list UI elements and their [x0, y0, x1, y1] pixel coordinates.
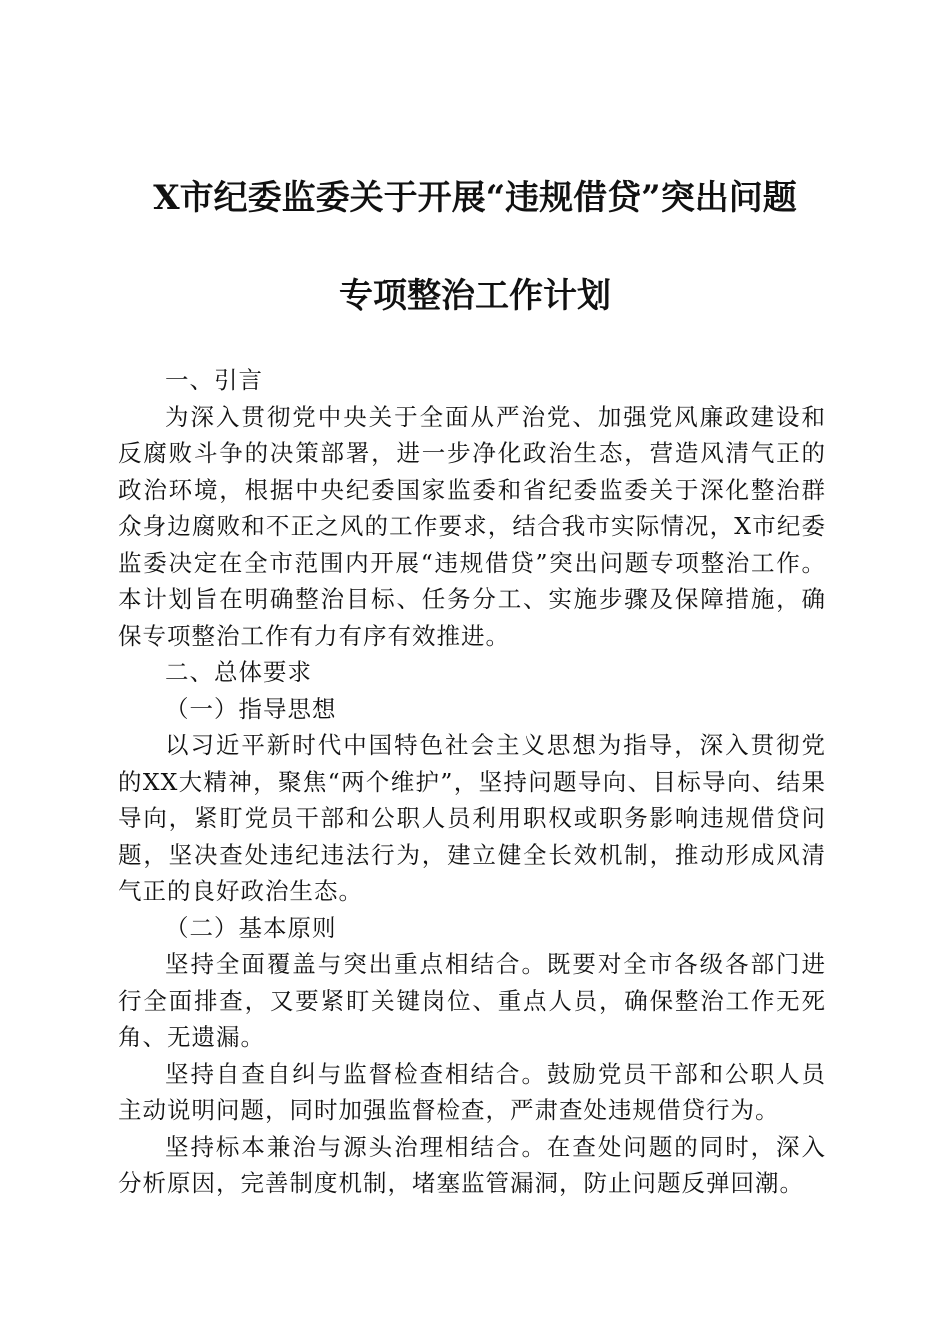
- section-heading: 一、引言: [165, 366, 263, 394]
- paragraph: 坚持自查自纠与监督检查相结合。鼓励党员干部和公职人员主动说明问题，同时加强监督检查，严肃查处违规借贷行为。: [118, 1059, 826, 1124]
- document-title-line-2: 专项整治工作计划: [339, 276, 611, 316]
- paragraph: 坚持全面覆盖与突出重点相结合。既要对全市各级各部门进行全面排查，又要紧盯关键岗位、重点人员，确保整治工作无死角、无遗漏。: [118, 950, 826, 1051]
- subsection-heading: （二）基本原则: [165, 913, 337, 942]
- subsection-heading: （一）指导思想: [165, 694, 337, 723]
- document-title-line-1: X市纪委监委关于开展“违规借贷”突出问题: [153, 178, 797, 218]
- paragraph: 为深入贯彻党中央关于全面从严治党、加强党风廉政建设和反腐败斗争的决策部署，进一步净化政治生态，营造风清气正的政治环境，根据中央纪委国家监委和省纪委监委关于深化整治群众身边腐败和不正之风的工作要求，结合我市实际情况，X市纪委监委决定在全市范围内开展“违规借贷”突出问题专项整治工作。本计划旨在明确整治目标、任务分工、实施步骤及保障措施，确保专项整治工作有力有序有效推进。: [118, 402, 826, 650]
- paragraph: 以习近平新时代中国特色社会主义思想为指导，深入贯彻党的XX大精神，聚焦“两个维护”，坚持问题导向、目标导向、结果导向，紧盯党员干部和公职人员利用职权或职务影响违规借贷问题，坚决查处违纪违法行为，建立健全长效机制，推动形成风清气正的良好政治生态。: [118, 731, 826, 905]
- section-heading: 二、总体要求: [165, 658, 312, 686]
- document-body: [118, 362, 826, 1202]
- paragraph: 坚持标本兼治与源头治理相结合。在查处问题的同时，深入分析原因，完善制度机制，堵塞监管漏洞，防止问题反弹回潮。: [118, 1132, 826, 1197]
